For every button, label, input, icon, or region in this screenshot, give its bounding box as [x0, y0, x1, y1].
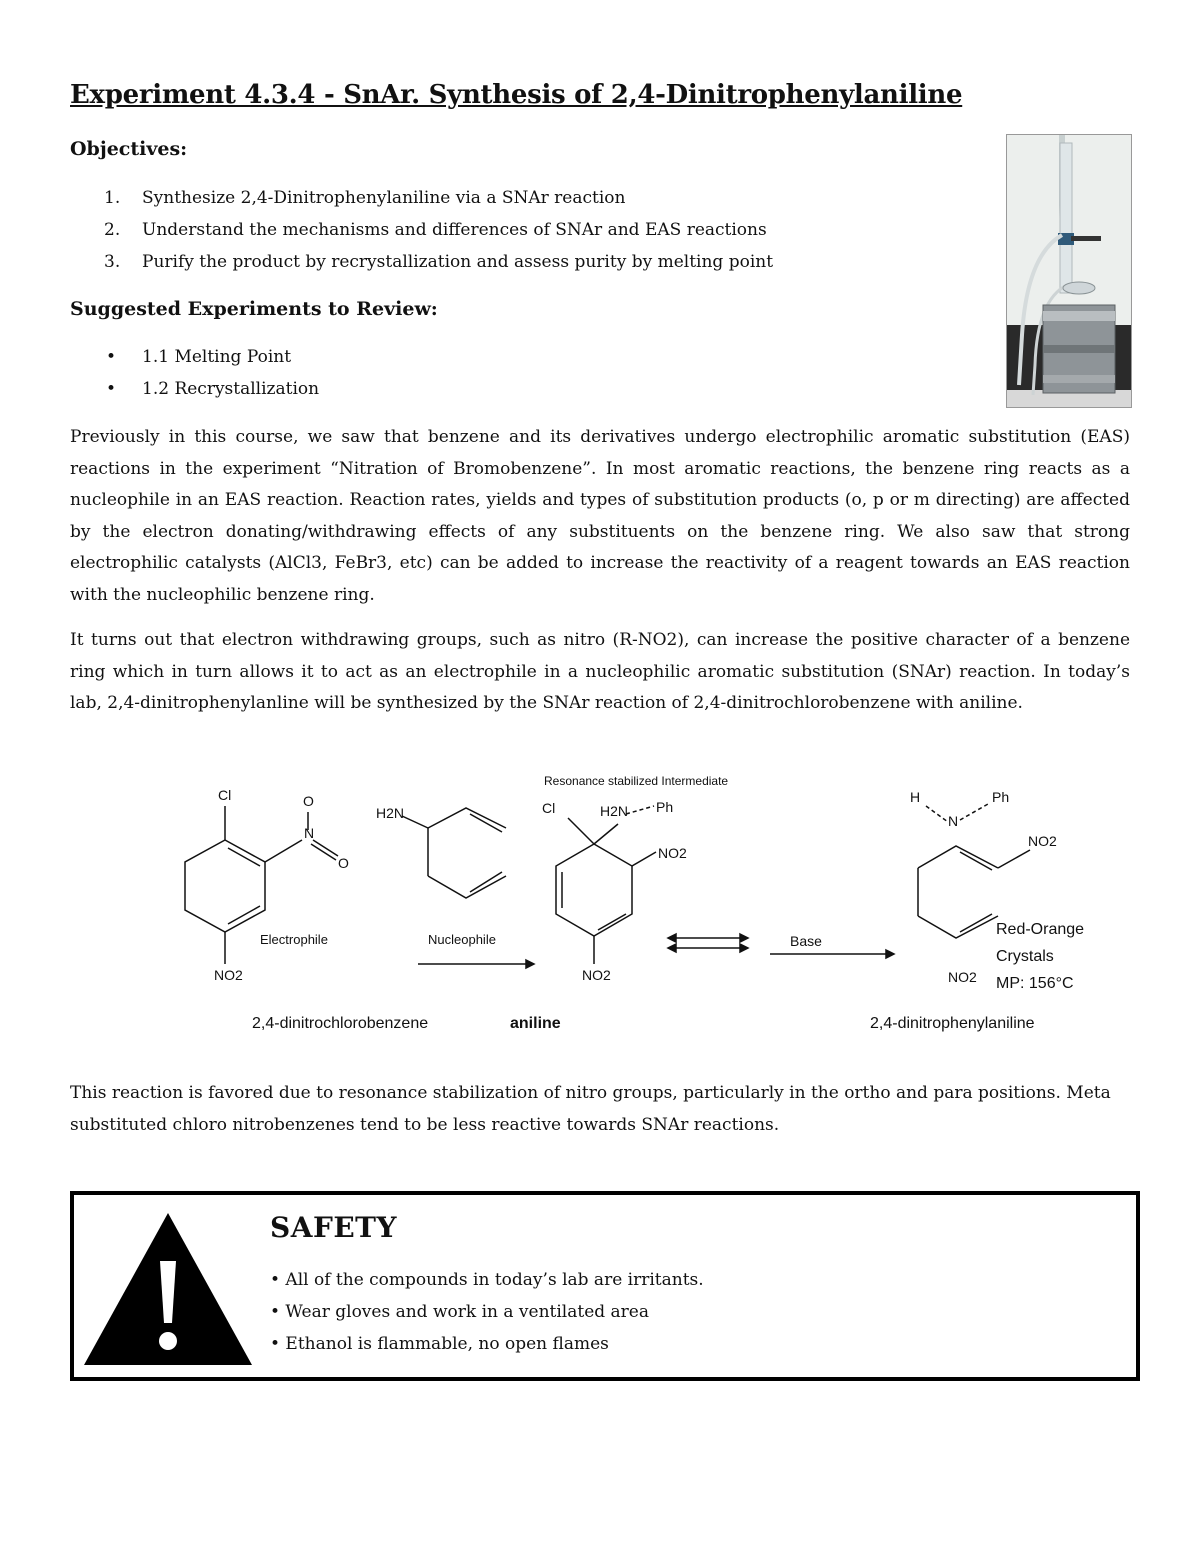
apparatus-photo: [1006, 134, 1132, 408]
intermediate-bottom-no2: NO2: [582, 967, 611, 983]
cl-label: Cl: [218, 787, 232, 803]
list-item: • Wear gloves and work in a ventilated area: [270, 1302, 649, 1322]
safety-box: [70, 1191, 1140, 1381]
intermediate-cl-label: Cl: [542, 800, 556, 816]
nucleophile-label: Nucleophile: [428, 932, 496, 947]
n-label: N: [304, 825, 315, 841]
o-minus-label: O: [303, 793, 314, 809]
no2-label: NO2: [214, 967, 243, 983]
mp-label: MP: 156°C: [996, 975, 1074, 992]
conclusion-paragraph: This reaction is favored due to resonance stabilization of nitro groups, particularly in the ortho and para positions. Meta substituted chloro nitrobenzenes tend to be less reactive towards SNAr reactions.: [70, 1083, 1111, 1135]
product-h-label: H: [910, 789, 921, 805]
intermediate-ph-label: Ph: [656, 799, 674, 815]
warning-icon: [80, 1209, 256, 1369]
reactant1-name: 2,4-dinitrochlorobenzene: [252, 1015, 429, 1032]
page-title: Experiment 4.3.4 - SnAr. Synthesis of 2,4-Dinitrophenylaniline: [70, 80, 963, 110]
electrophile-label: Electrophile: [260, 932, 328, 947]
snar-paragraph: It turns out that electron withdrawing groups, such as nitro (R-NO2), can increase the positive character of a benzene ring which in turn allows it to act as an electrophile in a nucleophilic aromatic substitution (SNAr) reaction. In today’s lab, 2,4-dinitrophenylanline will be synthesized by the SNAr reaction of 2,4-dinitrochlorobenzene with aniline.: [70, 630, 1130, 713]
intermediate-label: Resonance stabilized Intermediate: [544, 774, 729, 788]
intermediate-h2n-label: H2N: [600, 803, 629, 819]
safety-list: [270, 1267, 704, 1363]
product-no2-label: NO2: [1028, 833, 1057, 849]
base-label: Base: [790, 933, 822, 949]
list-item: 1. Synthesize 2,4-Dinitrophenylaniline via a SNAr reaction: [104, 188, 626, 208]
product-name: 2,4-dinitrophenylaniline: [870, 1015, 1035, 1032]
objectives-list: [70, 185, 773, 281]
review-list: [70, 344, 319, 408]
list-item: • 1.1 Melting Point: [106, 347, 292, 367]
crystals-line2: Crystals: [996, 948, 1054, 965]
list-item: • 1.2 Recrystallization: [106, 379, 320, 399]
document-page: [70, 78, 1130, 1354]
product-n-label: N: [948, 813, 959, 829]
review-heading: Suggested Experiments to Review:: [70, 298, 438, 320]
crystals-line1: Red-Orange: [996, 921, 1085, 938]
product-ph-label: Ph: [992, 789, 1010, 805]
list-item: • Ethanol is flammable, no open flames: [270, 1334, 609, 1354]
reaction-scheme: [170, 768, 1085, 1058]
list-item: • All of the compounds in today’s lab are irritants.: [270, 1270, 704, 1290]
reactant2-name: aniline: [510, 1015, 561, 1032]
h2n-label: H2N: [376, 805, 405, 821]
intro-paragraph: Previously in this course, we saw that benzene and its derivatives undergo electrophilic aromatic substitution (EAS) reactions in the experiment “Nitration of Bromobenzene”. In most aromatic reactions, the benzene ring reacts as a nucleophile in an EAS reaction. Reaction rates, yields and types of substitution products (o, p or m directing) are affected by the electron donating/withdrawing effects of any substituents on the benzene ring. We also saw that strong electrophilic catalysts (AlCl3, FeBr3, etc) can be added to increase the reactivity of a reagent towards an EAS reaction with the nucleophilic benzene ring.: [70, 427, 1130, 605]
safety-title: SAFETY: [270, 1211, 397, 1244]
intermediate-no2-label: NO2: [658, 845, 687, 861]
product-bottom-no2: NO2: [948, 969, 977, 985]
objectives-heading: Objectives:: [70, 138, 188, 160]
list-item: 2. Understand the mechanisms and differences of SNAr and EAS reactions: [104, 220, 767, 240]
o-label: O: [338, 855, 349, 871]
list-item: 3. Purify the product by recrystallization and assess purity by melting point: [104, 252, 774, 272]
